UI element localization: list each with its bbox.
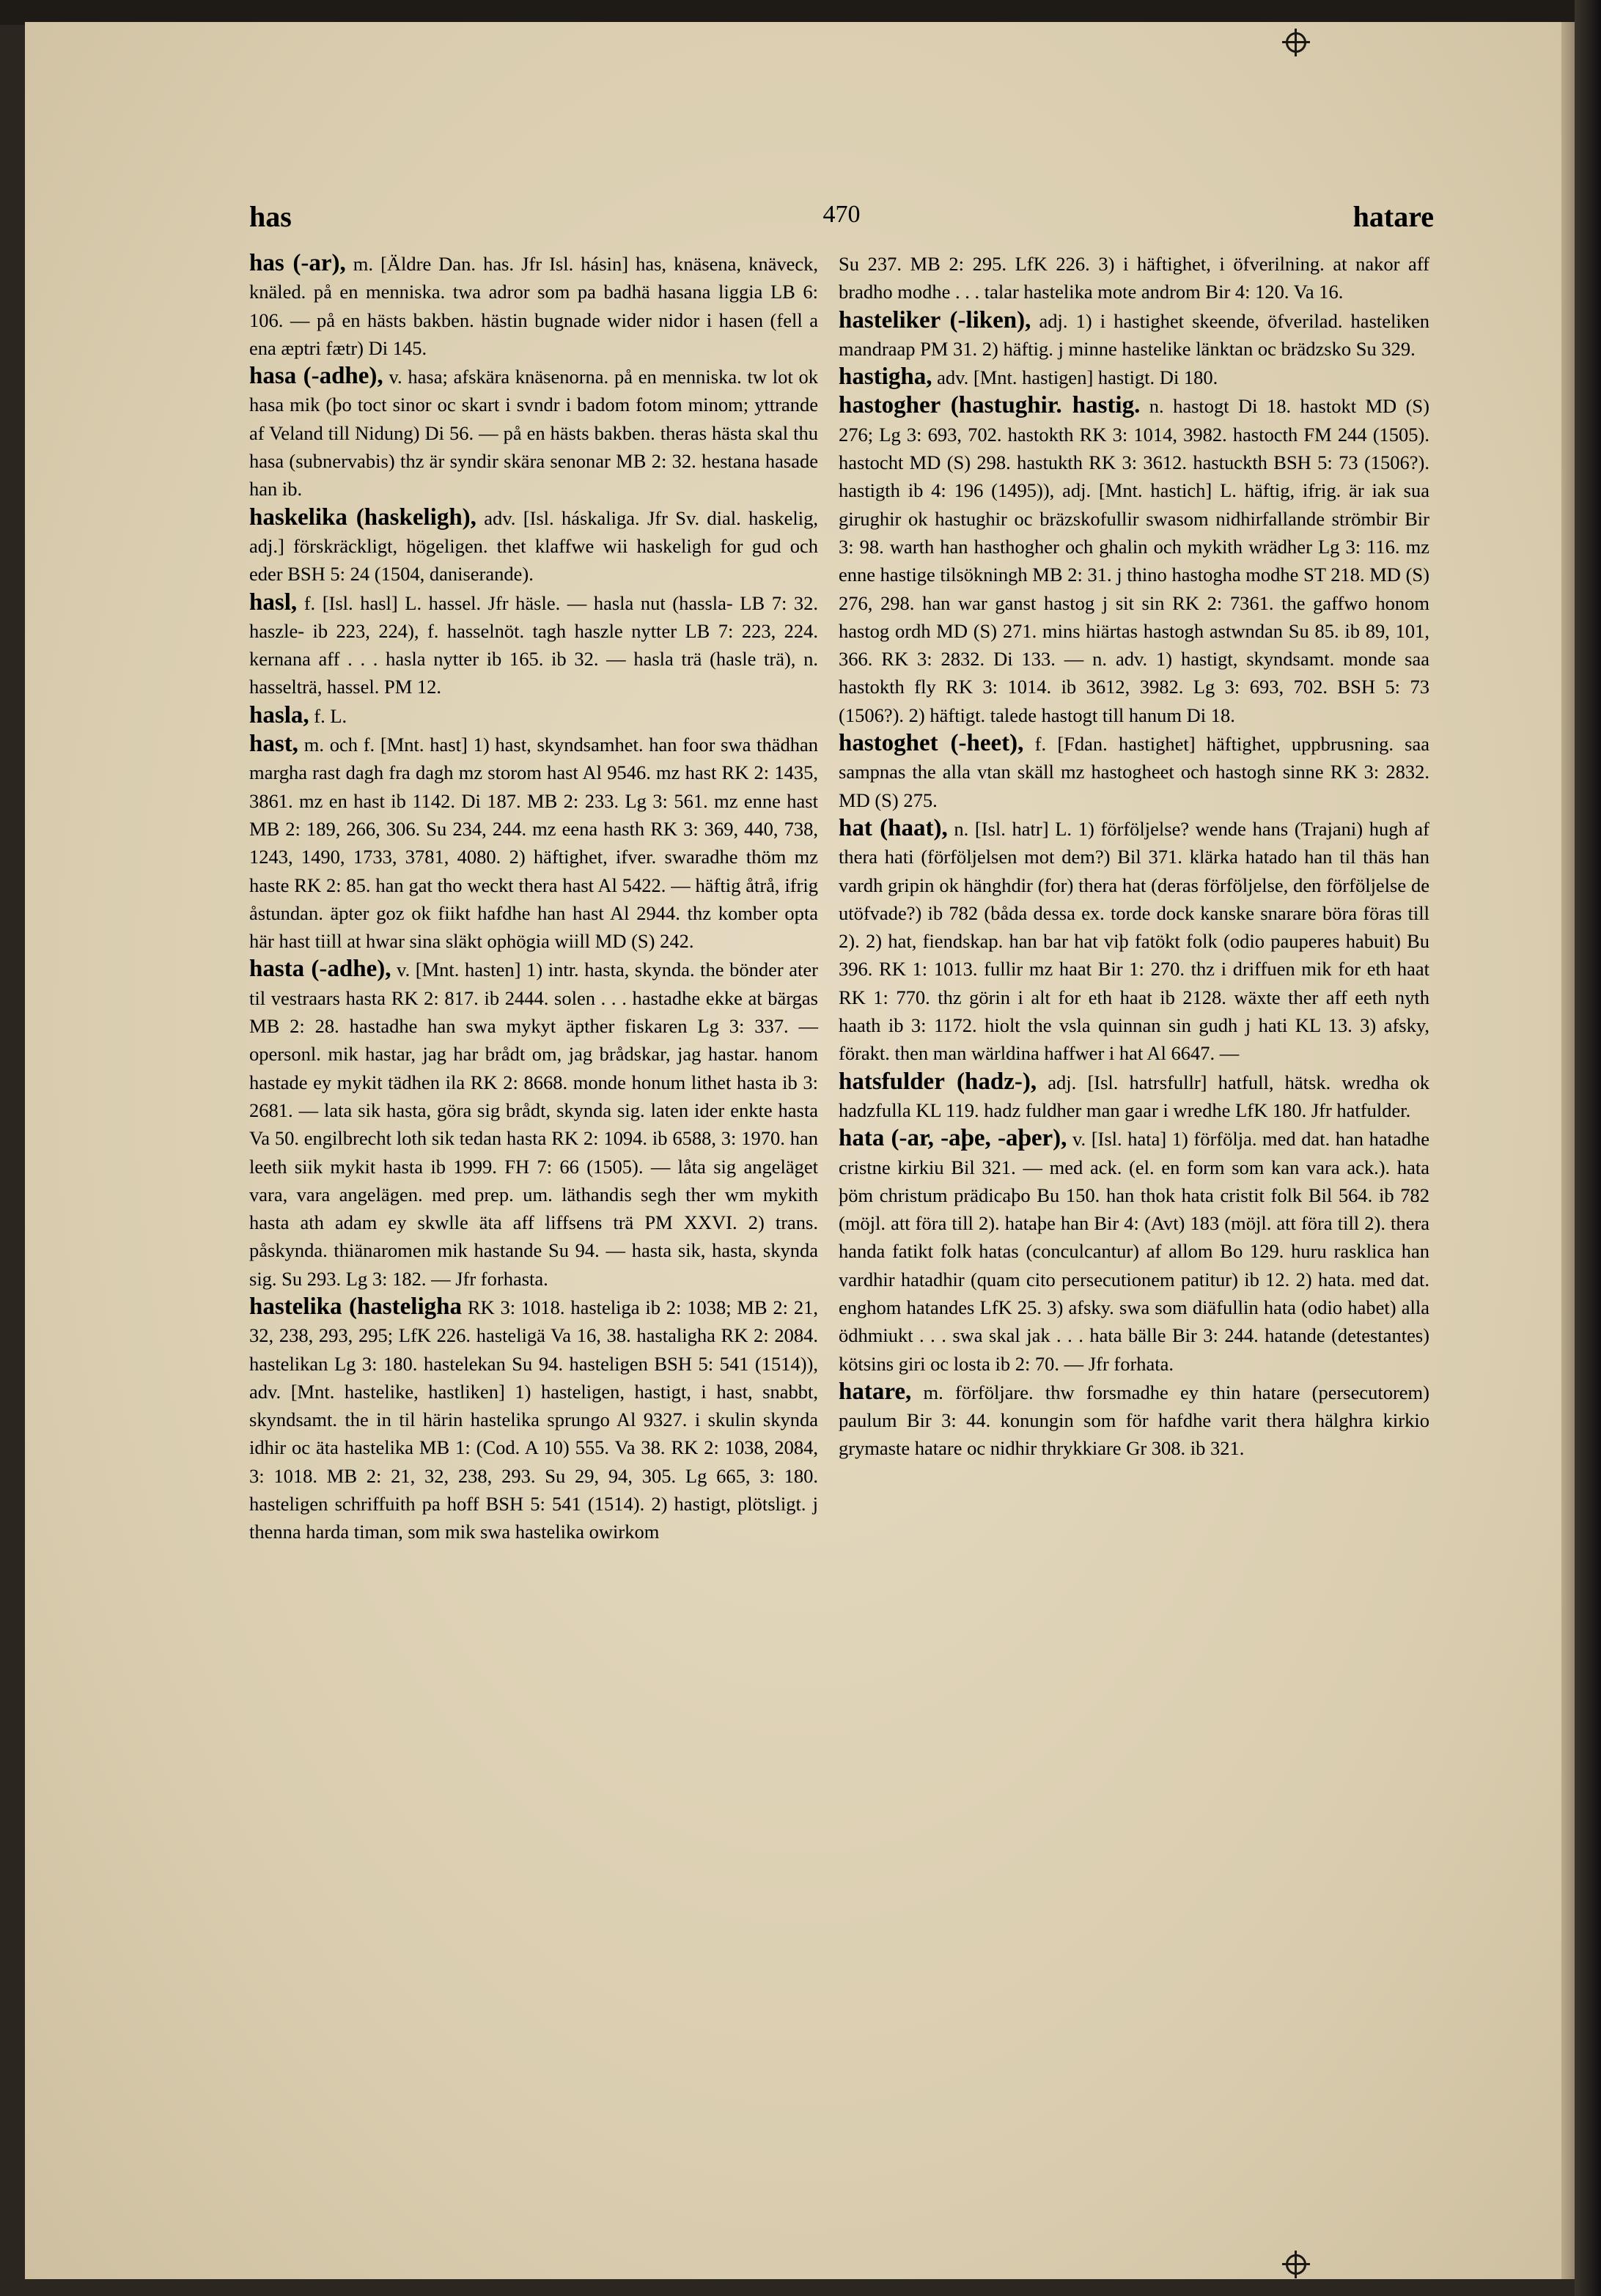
dictionary-entry: [839, 1068, 1429, 1125]
entry-headword: hasla,: [249, 701, 309, 728]
dictionary-entry: [839, 814, 1429, 1068]
entry-headword: hasta (-adhe),: [249, 956, 391, 983]
entry-body: v. hasa; afskära knäsenorna. på en menniska. tw lot ok hasa mik (þo toct sinor oc skart i svndr i badom fotom minom; yttrande af Veland till Nidung) Di 56. — på en hästs bakben. theras hästa skal thu hasa (subnervabis) thz är syndir skära senonar MB 2: 32. hestana hasade han ib.: [249, 366, 818, 501]
entry-headword: hastoghet (-heet),: [839, 730, 1024, 757]
registration-mark-icon: [1286, 32, 1306, 53]
entry-headword: hata (-ar, -aþe, -aþer),: [839, 1125, 1067, 1152]
entry-body: f. [Isl. hasl] L. hassel. Jfr häsle. — hasla nut (hassla- LB 7: 32. haszle- ib 223, 224), f. hasselnöt. tagh haszle nytter LB 7: 223, 224. kernana aff . . . hasla nytter ib 165. ib 32. — hasla trä (hasle trä), n. hasselträ, hassel. PM 12.: [249, 591, 819, 698]
entry-headword: hatare,: [839, 1378, 912, 1405]
right-running-head: hatare: [1352, 200, 1434, 233]
entry-body: m. [Äldre Dan. has. Jfr Isl. hásin] has, knäsena, knäveck, knäled. på en menniska. twa adror som pa badhä hasana liggia LB 6: 106. — på en hästs bakben. hästin bugnade wider nidor i hasen (fell a ena æptri fætr) Di 145.: [249, 253, 818, 359]
dictionary-entry: [839, 363, 1429, 391]
dictionary-entry: [249, 955, 818, 1293]
entry-body: f. [Fdan. hastighet] häftighet, uppbrusning. saa sampnas the alla vtan skäll mz hastogheet och hastogh sinne RK 3: 2832. MD (S) 275.: [839, 733, 1430, 811]
dictionary-entry: [839, 391, 1429, 729]
entry-headword: hasl,: [249, 588, 298, 616]
entry-headword: hatsfulder (hadz-),: [839, 1068, 1037, 1095]
entry-body: adv. [Mnt. hastigen] hastigt. Di 180.: [937, 366, 1218, 389]
entry-body: f. L.: [314, 704, 347, 727]
scan-border-right: [1575, 0, 1601, 2296]
entry-body: n. hastogt Di 18. hastokt MD (S) 276; Lg 3: 693, 702. hastokth RK 3: 1014, 3982. hastocth FM 244 (1505). hastocht MD (S) 298. hastukth RK 3: 3612. hastuckth BSH 5: 73 (1506?). hastigth ib 4: 196 (1495)), adj. [Mnt. hastich] L. häftig, ifrig. är iak sua girughir ok hastughir oc bräzskofullir swasom nidhirfallande strömbir Bir 3: 98. warth han hasthogher och ghalin och mykith wrädher Lg 3: 116. mz enne hastige tilsökningh MB 2: 31. j thino hastogha modhe ST 218. MD (S) 276, 298. han war ganst hastog j sit sin RK 2: 7361. the gaffwo honom hastog ordh MD (S) 271. mins hiärtas hastogh astwndan Su 85. ib 89, 101, 366. RK 3: 2832. Di 133. — n. adv. 1) hastigt, skyndsamt. monde saa hastokth fly RK 3: 1014. ib 3612, 3982. Lg 3: 693, 702. BSH 5: 73 (1506?). 2) häftigt. talede hastogt till hanum Di 18.: [839, 395, 1429, 726]
entry-body: Su 237. MB 2: 295. LfK 226. 3) i häftighet, i öfverilning. at nakor aff bradho modhe . . . talar hastelika mote androm Bir 4: 120. Va 16.: [839, 253, 1429, 303]
dictionary-entry: [249, 503, 818, 588]
entry-headword: has (-ar),: [249, 250, 346, 276]
entry-body: adj. 1) i hastighet skeende, öfverilad. hasteliken mandraap PM 31. 2) häftig. j minne hastelike länktan oc brädzsko Su 329.: [839, 309, 1429, 360]
dictionary-entry: [839, 1378, 1429, 1463]
dictionary-entry: [839, 729, 1429, 814]
entry-headword: hat (haat),: [839, 814, 948, 841]
entry-headword: hastigha,: [839, 363, 932, 391]
dictionary-entry: [249, 588, 818, 701]
entry-body: adj. [Isl. hatrsfullr] hatfull, hätsk. wredha ok hadzfulla KL 119. hadz fuldher man gaar i wredhe LfK 180. Jfr hatfulder.: [839, 1071, 1430, 1121]
entry-body: m. och f. [Mnt. hast] 1) hast, skyndsamhet. han foor swa thädhan margha rast dagh fra dagh mz storom hast Al 9546. mz hast RK 2: 1435, 3861. mz en hast ib 1142. Di 187. MB 2: 233. Lg 3: 561. mz enne hast MB 2: 189, 266, 306. Su 234, 244. mz eena hasth RK 3: 369, 440, 738, 1243, 1490, 1733, 3781, 4080. 2) häftighet, ifver. swaradhe thöm mz haste RK 2: 85. han gat tho weckt thera hast Al 5422. — häftig åtrå, ifrig åstundan. äpter goz ok fiikt hafdhe han hast Al 2944. thz komber opta här hast tiill at hwar sina släkt ophögia wiill MD (S) 242.: [249, 734, 819, 953]
dictionary-entry: [249, 730, 818, 955]
entry-body: m. förföljare. thw forsmadhe ey thin hatare (persecutorem) paulum Bir 3: 44. konungin som för hafdhe varit thera hälghra kirkio grymaste hatare oc nidhir thrykkiare Gr 308. ib 321.: [839, 1381, 1429, 1460]
registration-mark-icon: [1286, 2254, 1306, 2275]
entry-headword: hasteliker (-liken),: [839, 306, 1031, 333]
dictionary-entry: [249, 1293, 818, 1546]
dictionary-entry: [839, 249, 1429, 306]
left-column: [249, 249, 818, 1546]
dictionary-entry: [249, 701, 818, 730]
left-running-head: has: [249, 200, 292, 233]
entry-headword: hastogher (hastughir. hastig.: [839, 392, 1141, 419]
scan-border-top: [0, 0, 1601, 25]
entry-headword: haskelika (haskeligh),: [249, 503, 476, 531]
entry-headword: hasa (-adhe),: [249, 363, 383, 390]
entry-body: n. [Isl. hatr] L. 1) förföljelse? wende hans (Trajani) hugh af thera hati (förföljelsen mot dem?) Bil 371. klärka hatado han til thäs han vardh gripin ok hänghdir (for) thera hat (deras förföljelse, den förföljelse de utöfvade?) ib 782 (båda dessa ex. torde dock kanske snarare böra föras till 2). 2) hat, fiendskap. han bar hat viþ fatökt folk (odio pauperes habuit) Bu 396. RK 1: 1013. fullir mz haat Bir 1: 270. thz i driffuen mik for eth haat RK 1: 770. thz görin i alt for eth haat ib 2128. wäxte ther aff eeth nyth haath ib 3: 1172. hiolt the vsla quinnan sin gudh j hati KL 13. 3) afsky, förakt. then man wärldina haffwer i hat Al 6647. —: [839, 817, 1430, 1065]
entry-body: v. [Mnt. hasten] 1) intr. hasta, skynda. the bönder ater til vestraars hasta RK 2: 817. ib 2444. solen . . . hastadhe ekke at bärgas MB 2: 28. hastadhe han swa mykyt äpther fiskaren Lg 3: 337. — opersonl. mik hastar, jag har brådt om, jag brådskar, jag hastar. hanom hastade ey mykit tädhen ila RK 2: 8668. monde honum lithet hasta ib 3: 2681. — lata sik hasta, göra sig brådt, skynda sig. laten ider enkte hasta Va 50. engilbrecht loth sik tedan hasta RK 2: 1094. ib 6588, 3: 1970. han leeth siik mykit hasta ib 1999. FH 7: 66 (1505). — låta sig angeläget vara, vara angelägen. med prep. um. läthandis segh ther wm mykith hasta ath adam ey skwlle äta aff liffsens trä PM XXVI. 2) trans. påskynda. thiänaromen mik hastande Su 94. — hasta sik, hasta, skynda sig. Su 293. Lg 3: 182. — Jfr forhasta.: [249, 959, 818, 1290]
entry-body: RK 3: 1018. hasteliga ib 2: 1038; MB 2: 21, 32, 238, 293, 295; LfK 226. hasteligä Va 16, 38. hastaligha RK 2: 2084. hastelikan Lg 3: 180. hastelekan Su 94. hasteligen BSH 5: 541 (1514)), adv. [Mnt. hastelike, hastliken] 1) hasteligen, hastigt, i hast, snabbt, skyndsamt. the in til härin hastelika sprungo Al 9327. i skulin skynda idhir oc äta hastelika MB 1: (Cod. A 10) 555. Va 38. RK 2: 1038, 2084, 3: 1018. MB 2: 21, 32, 238, 293. Su 29, 94, 305. Lg 665, 3: 180. hasteligen schriffuith pa hoff BSH 5: 541 (1514). 2) hastigt, plötsligt. j thenna harda timan, som mik swa hastelika owirkom: [249, 1296, 818, 1543]
dictionary-entry: [249, 362, 818, 503]
page-number: 470: [822, 201, 861, 228]
entry-headword: hastelika (hasteligha: [249, 1293, 462, 1320]
dictionary-entry: [249, 249, 818, 362]
right-column: [839, 249, 1429, 1463]
entry-body: v. [Isl. hata] 1) förfölja. med dat. han hatadhe cristne kirkiu Bil 321. — med ack. (el. en form som kan vara ack.). hata þöm christum prädicaþo Bu 150. han thok hata cristit folk Bil 564. ib 782 (möjl. att föra till 2). hataþe han Bir 4: (Avt) 183 (möjl. att föra till 2). thera handa fatikt folk hatas (conculcantur) af allom Bo 129. huru rasklica han vardhir hatadhir (quam cito persecutionem patitur) ib 12. 2) hata. med dat. enghom hatandes LfK 25. 3) afsky. swa som diäfullin hata (odio habet) alla ödhmiukt . . . swa skal jak . . . hata bälle Bir 3: 244. hatande (detestantes) kötsins giri oc losta ib 2: 70. — Jfr forhata.: [839, 1128, 1430, 1375]
entry-headword: hast,: [249, 731, 298, 758]
dictionary-entry: [839, 1124, 1429, 1378]
dictionary-entry: [839, 306, 1429, 363]
page-header: [249, 199, 1434, 236]
entry-body: adv. [Isl. háskaliga. Jfr Sv. dial. haskelig, adj.] förskräckligt, högeligen. thet klaffwe wii haskeligh for gud och eder BSH 5: 24 (1504, daniserande).: [249, 506, 819, 586]
